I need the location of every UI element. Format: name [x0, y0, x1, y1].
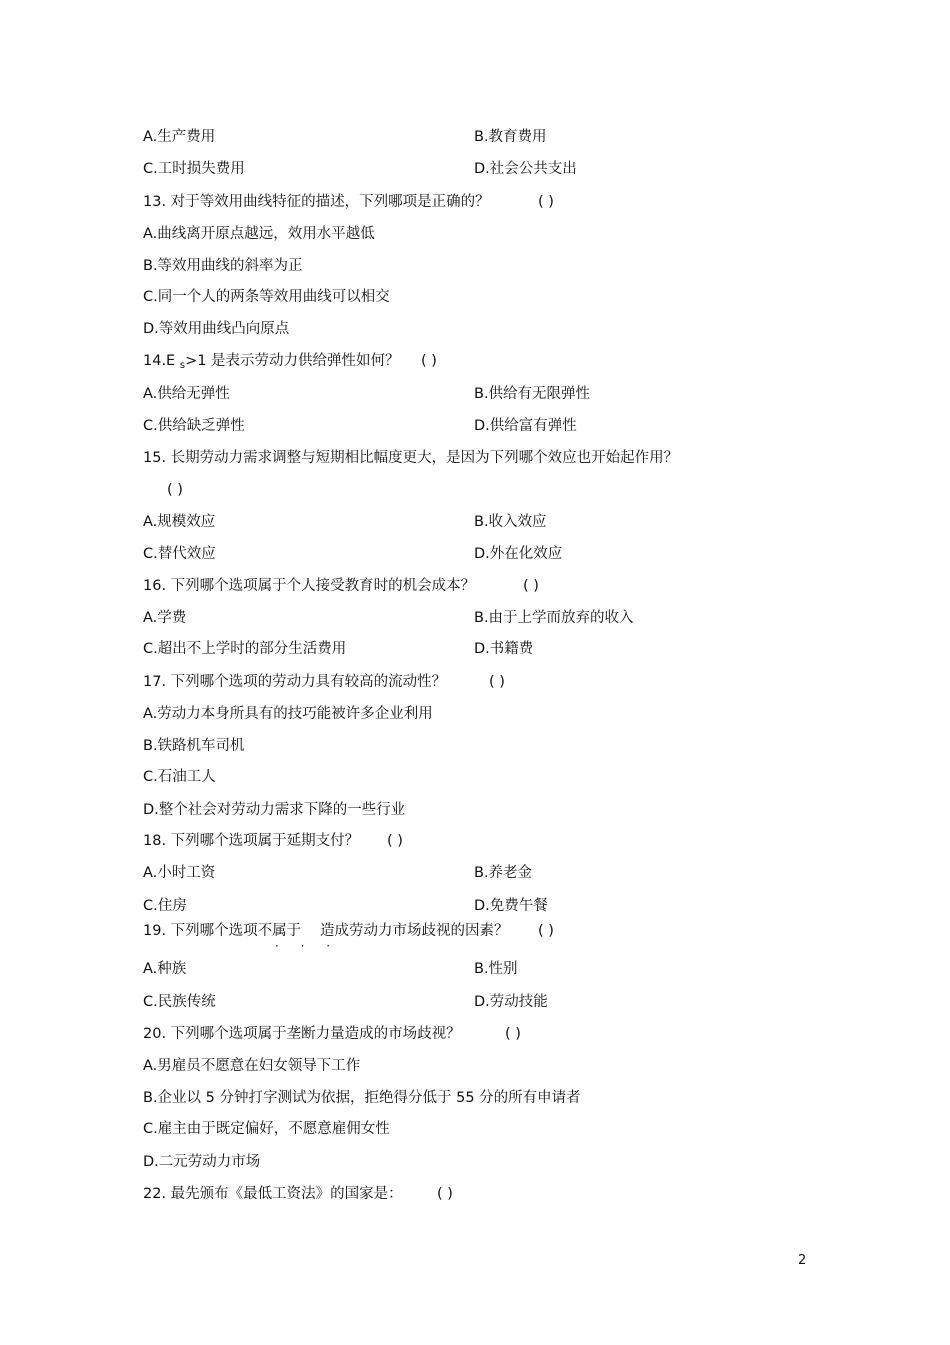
question-14-text: >1 是表示劳动力供给弹性如何？	[185, 353, 400, 369]
q15-option-d: D.外在化效应	[474, 546, 563, 562]
question-19-prefix: 19. 下列哪个选项不属于	[143, 923, 302, 939]
q18-option-b: B.养老金	[474, 865, 533, 881]
q19-option-b: B.性别	[474, 961, 518, 977]
page-number: 2	[798, 1253, 807, 1268]
q13-option-d: D.等效用曲线凸向原点	[143, 321, 290, 337]
q14-option-b: B.供给有无限弹性	[474, 386, 591, 402]
q14-option-a: A.供给无弹性	[143, 386, 230, 402]
q12-option-a: A.生产费用	[143, 129, 216, 145]
answer-blank: ( )	[437, 1186, 453, 1202]
question-13: 13. 对于等效用曲线特征的描述，下列哪项是正确的？	[143, 194, 490, 210]
question-22: 22. 最先颁布《最低工资法》的国家是：	[143, 1186, 403, 1202]
q13-option-b: B.等效用曲线的斜率为正	[143, 258, 303, 274]
q15-option-a: A.规模效应	[143, 514, 216, 530]
q14-option-d: D.供给富有弹性	[474, 418, 577, 434]
q16-option-d: D.书籍费	[474, 641, 534, 657]
q20-option-d: D.二元劳动力市场	[143, 1154, 261, 1170]
question-18: 18. 下列哪个选项属于延期支付？	[143, 833, 360, 849]
answer-blank: ( )	[387, 833, 403, 849]
question-17: 17. 下列哪个选项的劳动力具有较高的流动性？	[143, 674, 447, 690]
q17-option-d: D.整个社会对劳动力需求下降的一些行业	[143, 802, 406, 818]
answer-blank: ( )	[505, 1026, 521, 1042]
q19-option-d: D.劳动技能	[474, 994, 548, 1010]
q16-option-a: A.学费	[143, 610, 187, 626]
question-14-subscript: s	[179, 360, 186, 371]
q17-option-b: B.铁路机车司机	[143, 738, 245, 754]
answer-blank: ( )	[489, 674, 505, 690]
q16-option-b: B.由于上学而放弃的收入	[474, 610, 634, 626]
q20-option-c: C.雇主由于既定偏好，不愿意雇佣女性	[143, 1121, 390, 1137]
q12-option-c: C.工时损失费用	[143, 161, 245, 177]
emphasis-dots: · · ·	[275, 939, 340, 953]
question-20: 20. 下列哪个选项属于垄断力量造成的市场歧视？	[143, 1026, 461, 1042]
q17-option-c: C.石油工人	[143, 769, 216, 785]
q16-option-c: C.超出不上学时的部分生活费用	[143, 641, 347, 657]
q17-option-a: A.劳动力本身所具有的技巧能被许多企业利用	[143, 706, 433, 722]
q18-option-a: A.小时工资	[143, 865, 216, 881]
question-19-text: 造成劳动力市场歧视的因素？	[320, 923, 509, 939]
q19-option-c: C.民族传统	[143, 994, 216, 1010]
q15-option-c: C.替代效应	[143, 546, 216, 562]
q15-option-b: B.收入效应	[474, 514, 547, 530]
q19-option-a: A.种族	[143, 961, 187, 977]
q18-option-c: C.住房	[143, 898, 187, 914]
q20-option-b: B.企业以 5 分钟打字测试为依据，拒绝得分低于 55 分的所有申请者	[143, 1090, 581, 1106]
answer-blank: ( )	[167, 482, 183, 498]
q18-option-d: D.免费午餐	[474, 898, 548, 914]
question-14	[143, 352, 400, 372]
question-15: 15. 长期劳动力需求调整与短期相比幅度更大，是因为下列哪个效应也开始起作用？	[143, 450, 679, 466]
q12-option-b: B.教育费用	[474, 129, 547, 145]
question-16: 16. 下列哪个选项属于个人接受教育时的机会成本？	[143, 578, 476, 594]
answer-blank: ( )	[538, 194, 554, 210]
question-14-prefix: 14.E	[143, 353, 180, 369]
q12-option-d: D.社会公共支出	[474, 161, 577, 177]
q20-option-a: A.男雇员不愿意在妇女领导下工作	[143, 1058, 361, 1074]
answer-blank: ( )	[538, 923, 554, 939]
q14-option-c: C.供给缺乏弹性	[143, 418, 245, 434]
q13-option-c: C.同一个人的两条等效用曲线可以相交	[143, 289, 390, 305]
answer-blank: ( )	[421, 353, 437, 369]
q13-option-a: A.曲线离开原点越远，效用水平越低	[143, 226, 375, 242]
answer-blank: ( )	[523, 578, 539, 594]
